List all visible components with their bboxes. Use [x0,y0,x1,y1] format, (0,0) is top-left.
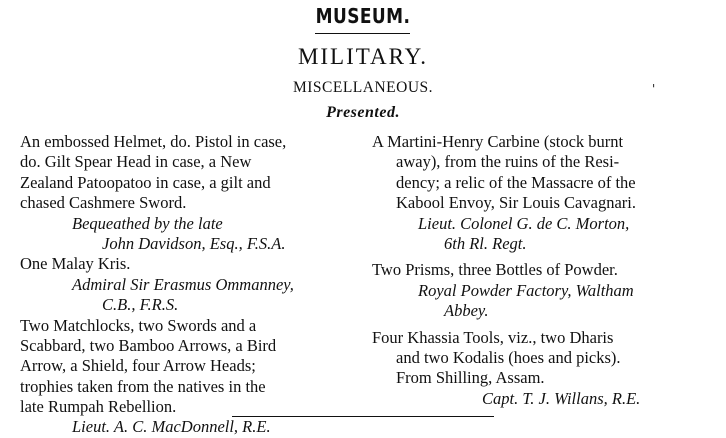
entry-text-line: chased Cashmere Sword. [20,193,187,213]
entry-text-line: trophies taken from the natives in the [20,376,266,396]
entry-text-line: Arrow, a Shield, four Arrow Heads; [20,356,256,376]
entry-matchlocks [20,316,350,438]
entry-text-line: Two Prisms, three Bottles of Powder. [372,260,618,280]
entry-khassia-tools [372,328,702,410]
entry-text-line: Zealand Patoopatoo in case, a gilt and [20,172,271,192]
entry-text-line: From Shilling, Assam. [396,368,545,388]
left-column [20,132,350,438]
entry-text-line: Two Matchlocks, two Swords and a [20,315,257,335]
right-column [372,132,702,409]
entry-text-line: do. Gilt Spear Head in case, a New [20,152,252,172]
heading-rule [315,33,410,34]
donor-line: C.B., F.R.S. [102,295,179,315]
entry-text-line: late Rumpah Rebellion. [20,397,177,417]
donor-line: John Davidson, Esq., F.S.A. [102,233,286,253]
entry-text-line: One Malay Kris. [20,254,131,274]
stray-mark: ' [652,82,656,96]
museum-heading: MUSEUM. [315,4,411,28]
entry-prisms [372,260,702,321]
donor-line: Lieut. Colonel G. de C. Morton, [418,213,630,233]
donor-line: Admiral Sir Erasmus Ommanney, [72,274,294,294]
entry-malay-kris [20,254,350,315]
donor-line: Abbey. [444,301,489,321]
presented-heading: Presented. [326,104,400,121]
donor-line: Lieut. A. C. MacDonnell, R.E. [72,417,271,437]
entry-text-line: and two Kodalis (hoes and picks). [396,347,621,367]
entry-text-line: An embossed Helmet, do. Pistol in case, [20,132,287,151]
donor-line: Royal Powder Factory, Waltham [418,280,634,300]
entry-text-line: A Martini-Henry Carbine (stock burnt [372,132,624,151]
donor-line: Capt. T. J. Willans, R.E. [482,388,641,408]
entry-text-line: dency; a relic of the Massacre of the [396,172,636,192]
military-heading: MILITARY. [297,44,429,69]
entry-text-line: Four Khassia Tools, viz., two Dharis [372,327,614,347]
entry-helmet [20,132,350,254]
donor-line: 6th Rl. Regt. [444,233,527,253]
entry-text-line: away), from the ruins of the Resi- [396,152,620,172]
entry-text-line: Kabool Envoy, Sir Louis Cavagnari. [396,193,636,213]
entry-text-line: Scabbard, two Bamboo Arrows, a Bird [20,335,277,355]
miscellaneous-heading: MISCELLANEOUS. [292,79,434,96]
bottom-rule [232,416,494,417]
entry-carbine [372,132,702,254]
donor-line: Bequeathed by the late [72,213,223,233]
